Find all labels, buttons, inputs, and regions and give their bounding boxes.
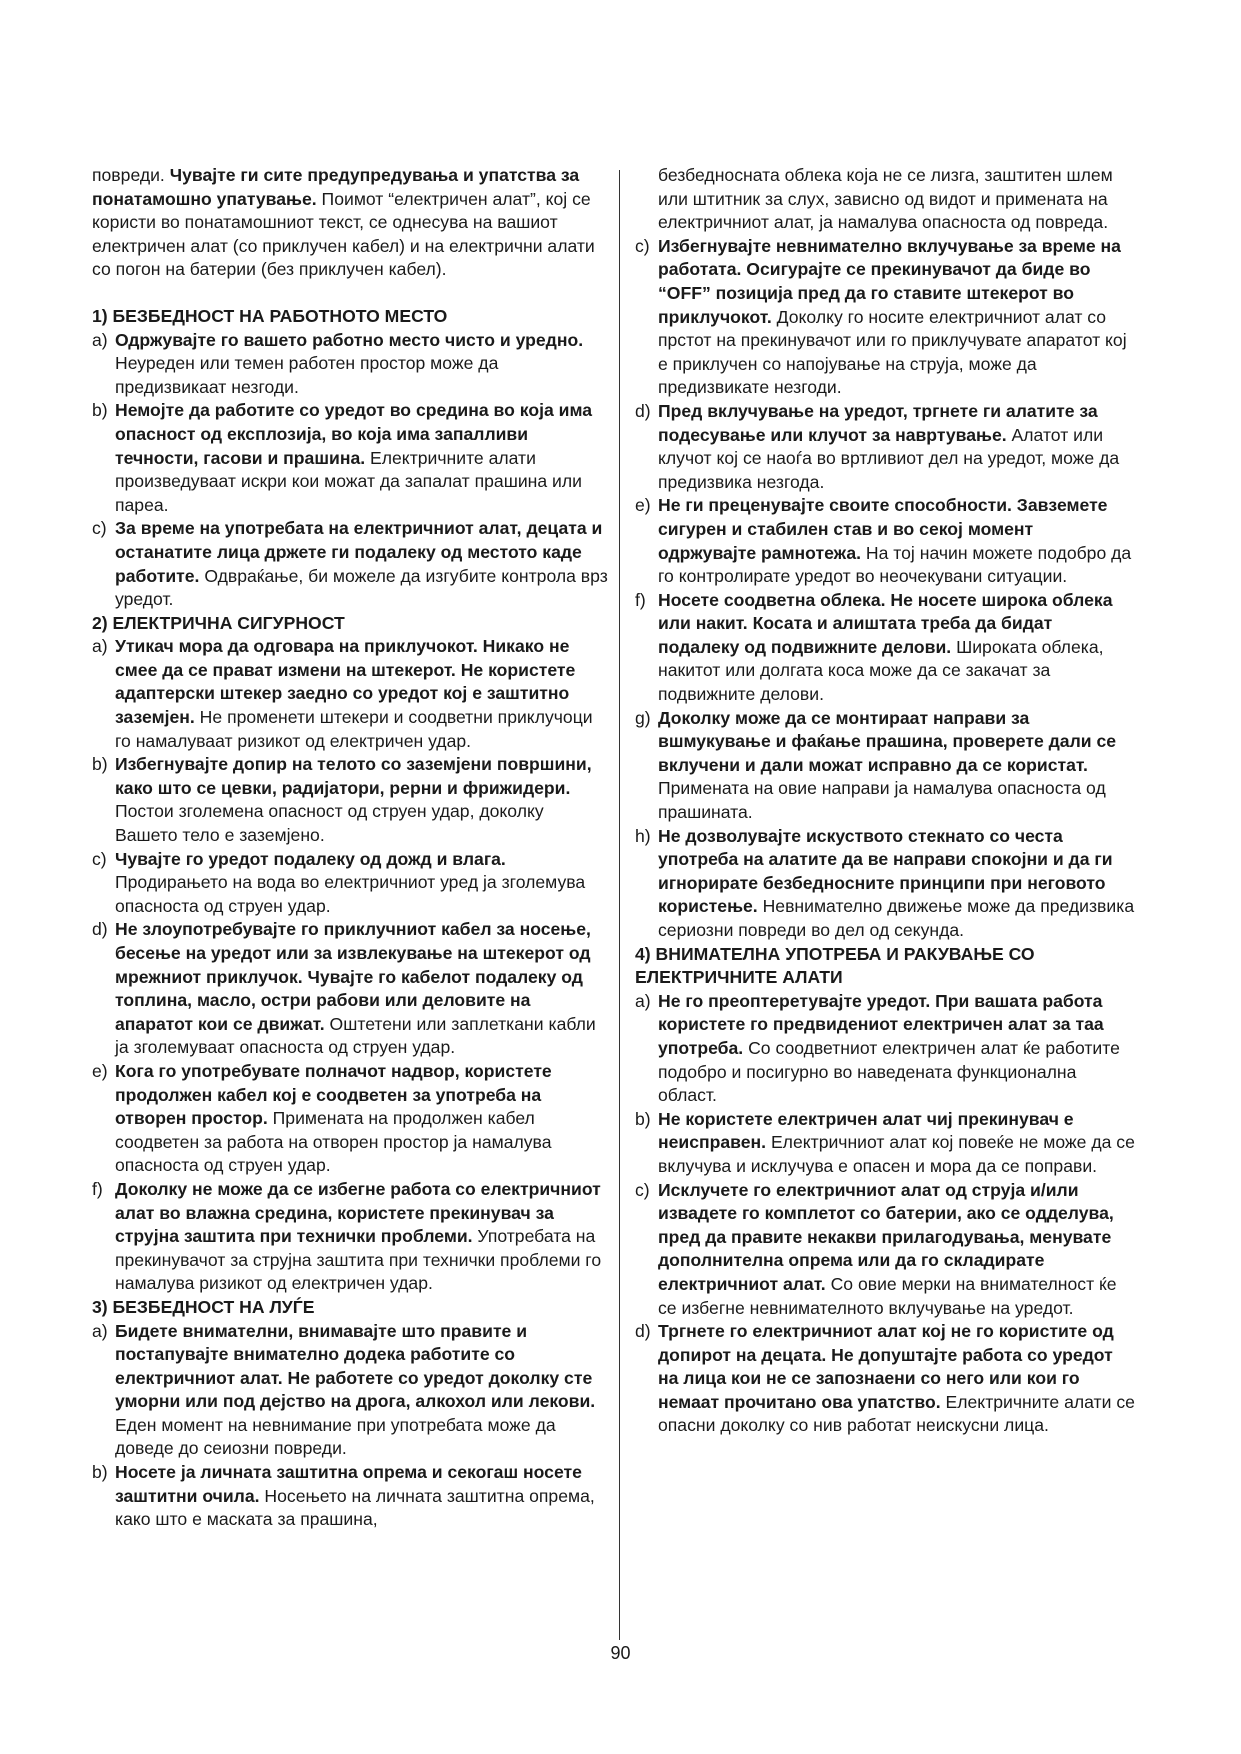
list-item: f) Носете соодветна облека. Не носете широка облека или накит. Косата и алиштата треба да бидат подалеку од подвижните делови. Широката облека, накитот или долгата коса може да се закачат за подвижните делови. [635,589,1113,705]
list-item: b) Носете ја личната заштитна опрема и секогаш носете заштитни очила. Носењето на личната заштитна опрема, како што е маската за прашина, [92,1462,595,1530]
intro-paragraph [92,164,609,282]
list-item: a) Не го преоптеретувајте уредот. При вашата работа користете го предвидениот електричен алат за таа употреба. Со соодветниот електричен алат ќе работите подобро и посигурно во наведената функционална област. [635,990,1120,1106]
list-item: d) Тргнете го електричниот алат кој не го користите од допирот на децата. Не допуштајте работа со уредот на лица кои не се запознаени со него или кои го немаат прочитано ова упатство. Електричните алати се опасни доколку со нив работат неискусни лица. [635,1321,1135,1436]
list-item: c) За време на употребата на електричниот алат, децата и останатите лица држете ги подалеку од местото каде работите. Одвраќање, би можеле да изгубите контрола врз уредот. [92,518,608,610]
list-item: c) Исклучете го електричниот алат од струја и/или извадете го комплетот со батерии, ако се одделува, пред да правите некакви прилагодувања, менувате дополнителна опрема или да го складирате електричниот алат. Со овие мерки на внимателност ќе се избегне невнимателното вклучување на уредот. [635,1179,1117,1318]
section-heading: 3) БЕЗБЕДНОСТ НА ЛУЃЕ [92,1296,315,1317]
continued-text: безбедносната облека која не се лизга, заштитен шлем или штитник за слух, зависно од видот и примената на електричниот алат, ја намалува опасноста од повреда. [658,165,1113,233]
left-column [92,164,609,1532]
column-divider [619,170,620,1640]
section-heading: 4) ВНИМАТЕЛНА УПОТРЕБА И РАКУВАЊЕ СО ЕЛЕКТРИЧНИТЕ АЛАТИ [635,943,1035,988]
intro-text: повреди. [92,165,170,185]
list-item: c) Избегнувајте невнимателно вклучување за време на работата. Осигурајте се прекинувачот да биде во “OFF” позиција пред да го ставите штекерот во приклучокот. Доколку го носите електричниот алат со прстот на прекинувачот или го приклучувате апаратот кој е приклучен со напојување на струја, може да предизвикате незгоди. [635,235,1127,398]
list-item: e) Кога го употребувате полначот надвор, користете продолжен кабел кој е соодветен за употреба на отворен простор. Примената на продолжен кабел соодветен за работа на отворен простор ја намалува опасноста од струен удар. [92,1060,552,1176]
list-item: g) Доколку може да се монтираат направи за вшмукување и фаќање прашина, проверете дали се вклучени и дали можат исправно да се користат. Примената на овие направи ја намалува опасноста од прашината. [635,707,1117,823]
list-item: a) Утикач мора да одговара на приклучокот. Никако не смее да се прават измени на штекерот. Не користете адаптерски штекер заедно со уредот кој е заштитно заземјен. Не променети штекери и соодветни приклучоци го намалуваат ризикот од електричен удар. [92,636,593,751]
list-item: d) Не злоупотребувајте го приклучниот кабел за носење, бесење на уредот или за извлекување на штекерот од мрежниот приклучок. Чувајте го кабелот подалеку од топлина, масло, остри рабови или деловите на апаратот кои се движат. Оштетени или заплеткани кабли ја зголемуваат опасноста од струен удар. [92,919,596,1058]
list-item: b) Не користете електричен алат чиј прекинувач е неисправен. Електричниот алат кој повеќе не може да се вклучува и исклучува е опасен и мора да се поправи. [635,1108,1135,1176]
list-item: e) Не ги преценувајте своите способности. Завземете сигурен и стабилен став и во секој момент одржувајте рамнотежа. На тој начин можете подобро да го контролирате уредот во неочекувани ситуации. [635,495,1132,587]
section-heading: 2) ЕЛЕКТРИЧНА СИГУРНОСТ [92,612,345,633]
list-item: b) Избегнувајте допир на телото со заземјени површини, како што се цевки, радијатори, рерни и фрижидери. Постои зголемена опасност од струен удар, доколку Вашето тело е заземјено. [92,754,592,846]
page-number: 90 [610,1643,631,1663]
list-item: c) Чувајте го уредот подалеку од дожд и влага. Продирањето на вода во електричниот уред ја зголемува опасноста од струен удар. [92,848,586,916]
list-item: a) Бидете внимателни, внимавајте што правите и постапувајте внимателно додека работите со електричниот алат. Не работете со уредот доколку сте уморни или под дејство на дрога, алкохол или лекови. Еден момент на невнимание при употребата може да доведе до сеиозни повреди. [92,1320,596,1459]
list-item: d) Пред вклучување на уредот, тргнете ги алатите за подесување или клучот за навртување. Алатот или клучот кој се наоѓа во вртливиот дел на уредот, може да предизвика незгода. [635,400,1120,492]
right-column [635,164,1135,1438]
list-item: h) Не дозволувајте искуството стекнато со честа употреба на алатите да ве направи спокојни и да ги игнорирате безбедносните принципи при неговото користење. Невнимателно движење може да предизвика сериозни повреди во дел од секунда. [635,825,1135,940]
intro-text-rest: Поимот “електричен алат”, кој се користи во понатамошниот текст, се однесува на вашиот електричен алат (со приклучен кабел) и на електрични алати со погон на батерии (без приклучен кабел). [92,188,595,280]
list-item: f) Доколку не може да се избегне работа со електричниот алат во влажна средина, користете прекинувач за струјна заштита при технички проблеми. Употребата на прекинувачот за струјна заштита при технички проблеми го намалува ризикот од електричен удар. [92,1178,602,1294]
section-heading: 1) БЕЗБЕДНОСТ НА РАБОТНОТО МЕСТО [92,305,448,326]
list-item: b) Немојте да работите со уредот во средина во која има опасност од експлозија, во која има запалливи течности, гасови и прашина. Електричните алати произведуваат искри кои можат да запалат прашина или пареа. [92,400,593,515]
list-item: a) Одржувајте го вашето работно место чисто и уредно. Неуреден или темен работен простор може да предизвикаат незгоди. [92,329,584,397]
intro-bold: Чувајте ги сите предупредувања и упатства за понатамошно упатување. [92,165,580,209]
